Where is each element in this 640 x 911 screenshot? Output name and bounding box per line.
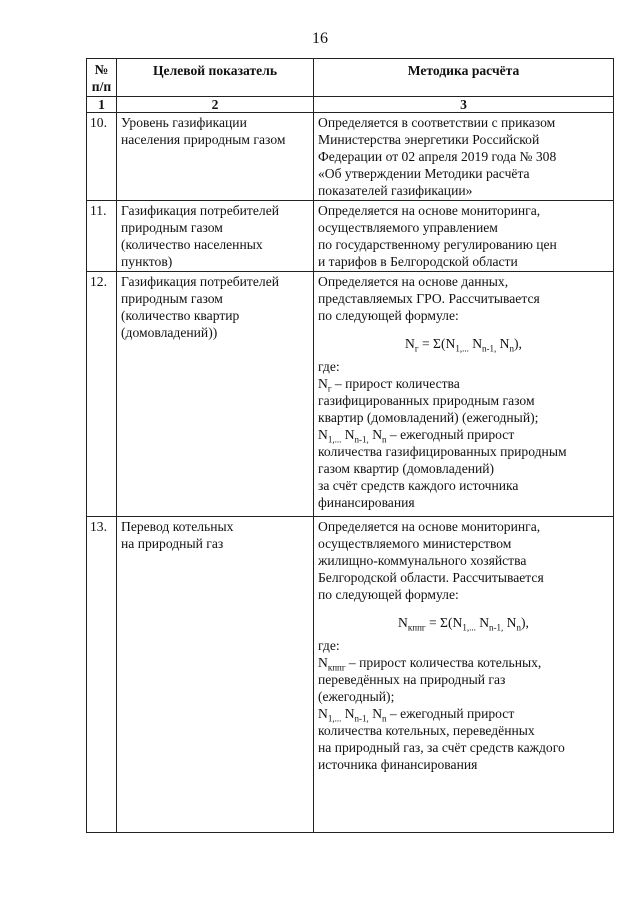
column-index: 3 <box>314 97 614 113</box>
method-text: количества котельных, переведённых <box>318 723 535 738</box>
method-text: по следующей формуле: <box>318 587 459 602</box>
column-index: 2 <box>117 97 314 113</box>
method-text: источника финансирования <box>318 757 478 772</box>
indicator-text: Уровень газификации <box>121 115 247 130</box>
formula-symbol: N <box>503 615 517 630</box>
column-index-row <box>87 97 614 113</box>
table-row <box>87 517 614 833</box>
row-number: 11. <box>87 201 117 272</box>
indicator-text: (домовладений)) <box>121 325 218 340</box>
method-text: количества газифицированных природным <box>318 444 567 459</box>
definition-symbol: N <box>341 706 355 721</box>
formula-subscript: n <box>516 622 521 633</box>
page-number: 16 <box>312 30 328 47</box>
formula-subscript: 1,... <box>462 622 476 633</box>
definition-text: – прирост количества <box>331 376 460 391</box>
method-text: Белгородской области. Рассчитывается <box>318 570 544 585</box>
indicator-text: (количество квартир <box>121 308 240 323</box>
method-text: «Об утверждении Методики расчёта <box>318 166 530 181</box>
method-text: и тарифов в Белгородской области <box>318 254 518 269</box>
header-number-symbol: № <box>94 61 109 77</box>
definition-symbol: N <box>318 427 328 442</box>
method-cell <box>314 201 614 272</box>
method-cell <box>314 272 614 517</box>
method-text: Определяется на основе мониторинга, <box>318 203 541 218</box>
definition-symbol: N <box>318 706 328 721</box>
method-cell <box>314 113 614 201</box>
formula <box>318 335 609 352</box>
formula-operator: ), <box>514 336 522 351</box>
formula-symbol: N <box>475 615 490 630</box>
indicator-text: Газификация потребителей <box>121 203 280 218</box>
indicators-table <box>86 58 614 833</box>
method-text: (ежегодный); <box>318 689 395 704</box>
method-text: осуществляемого управлением <box>318 220 498 235</box>
method-text: представляемых ГРО. Рассчитывается <box>318 291 540 306</box>
method-text: показателей газификации» <box>318 183 473 198</box>
definition-subscript: 1,... <box>327 713 342 724</box>
formula-symbol: N <box>398 615 408 630</box>
definition-subscript: кппг <box>327 662 346 673</box>
method-text: газифицированных природным газом <box>318 393 535 408</box>
formula-subscript: n <box>509 343 514 354</box>
method-text: по государственному регулированию цен <box>318 237 557 252</box>
formula-subscript: n-1, <box>482 343 497 354</box>
where-label: где: <box>318 359 340 374</box>
method-text: газом квартир (домовладений) <box>318 461 495 476</box>
row-number: 13. <box>87 517 117 833</box>
method-text: финансирования <box>318 495 415 510</box>
definition-subscript: 1,... <box>327 434 342 445</box>
indicator-cell <box>117 517 314 833</box>
method-text: Министерства энергетики Российской <box>318 132 540 147</box>
definition-line <box>318 375 609 392</box>
indicator-text: населения природным газом <box>121 132 286 147</box>
formula-operator: = Σ(N <box>418 336 456 351</box>
formula-symbol: N <box>405 336 415 351</box>
formula-operator: = Σ(N <box>425 615 463 630</box>
formula-subscript: г <box>414 343 419 354</box>
row-number: 10. <box>87 113 117 201</box>
definition-subscript: n-1, <box>354 434 369 445</box>
definition-symbol: N <box>341 427 355 442</box>
indicator-text: Газификация потребителей <box>121 274 280 289</box>
definition-text: – прирост количества котельных, <box>345 655 542 670</box>
method-text: жилищно-коммунального хозяйства <box>318 553 527 568</box>
indicator-text: Перевод котельных <box>121 519 234 534</box>
header-number-abbr: п/п <box>91 78 112 94</box>
header-indicator: Целевой показатель <box>117 59 314 97</box>
definition-text: – ежегодный прирост <box>386 706 515 721</box>
indicator-text: на природный газ <box>121 536 224 551</box>
where-label: где: <box>318 638 340 653</box>
table-row <box>87 201 614 272</box>
definition-line <box>318 654 609 671</box>
table-row <box>87 272 614 517</box>
method-text: переведённых на природный газ <box>318 672 506 687</box>
definition-subscript: г <box>327 383 332 394</box>
method-text: на природный газ, за счёт средств каждого <box>318 740 565 755</box>
indicator-text: (количество населенных <box>121 237 263 252</box>
definition-subscript: n <box>382 434 387 445</box>
formula-operator: ), <box>521 615 529 630</box>
formula <box>318 614 609 631</box>
row-number: 12. <box>87 272 117 517</box>
table-row <box>87 113 614 201</box>
method-text: за счёт средств каждого источника <box>318 478 519 493</box>
indicator-cell <box>117 113 314 201</box>
method-text: Федерации от 02 апреля 2019 года № 308 <box>318 149 557 164</box>
formula-symbol: N <box>496 336 510 351</box>
method-text: осуществляемого министерством <box>318 536 512 551</box>
definition-subscript: n-1, <box>354 713 369 724</box>
indicator-text: пунктов) <box>121 254 173 269</box>
header-method: Методика расчёта <box>314 59 614 97</box>
formula-subscript: кппг <box>407 622 426 633</box>
indicator-cell <box>117 201 314 272</box>
method-text: квартир (домовладений) (ежегодный); <box>318 410 539 425</box>
method-text: Определяется на основе мониторинга, <box>318 519 541 534</box>
definition-symbol: N <box>368 427 383 442</box>
indicator-cell <box>117 272 314 517</box>
method-text: по следующей формуле: <box>318 308 459 323</box>
definition-symbol: N <box>318 655 328 670</box>
indicator-text: природным газом <box>121 291 223 306</box>
definition-line <box>318 705 609 722</box>
definition-line <box>318 426 609 443</box>
definition-text: – ежегодный прирост <box>386 427 515 442</box>
definition-subscript: n <box>382 713 387 724</box>
method-cell <box>314 517 614 833</box>
formula-subscript: 1,... <box>455 343 469 354</box>
column-index: 1 <box>87 97 117 113</box>
formula-subscript: n-1, <box>489 622 504 633</box>
method-text: Определяется на основе данных, <box>318 274 509 289</box>
formula-symbol: N <box>468 336 483 351</box>
definition-symbol: N <box>368 706 383 721</box>
header-number <box>87 59 117 97</box>
table-header-row <box>87 59 614 97</box>
method-text: Определяется в соответствии с приказом <box>318 115 556 130</box>
definition-symbol: N <box>318 376 328 391</box>
indicator-text: природным газом <box>121 220 223 235</box>
